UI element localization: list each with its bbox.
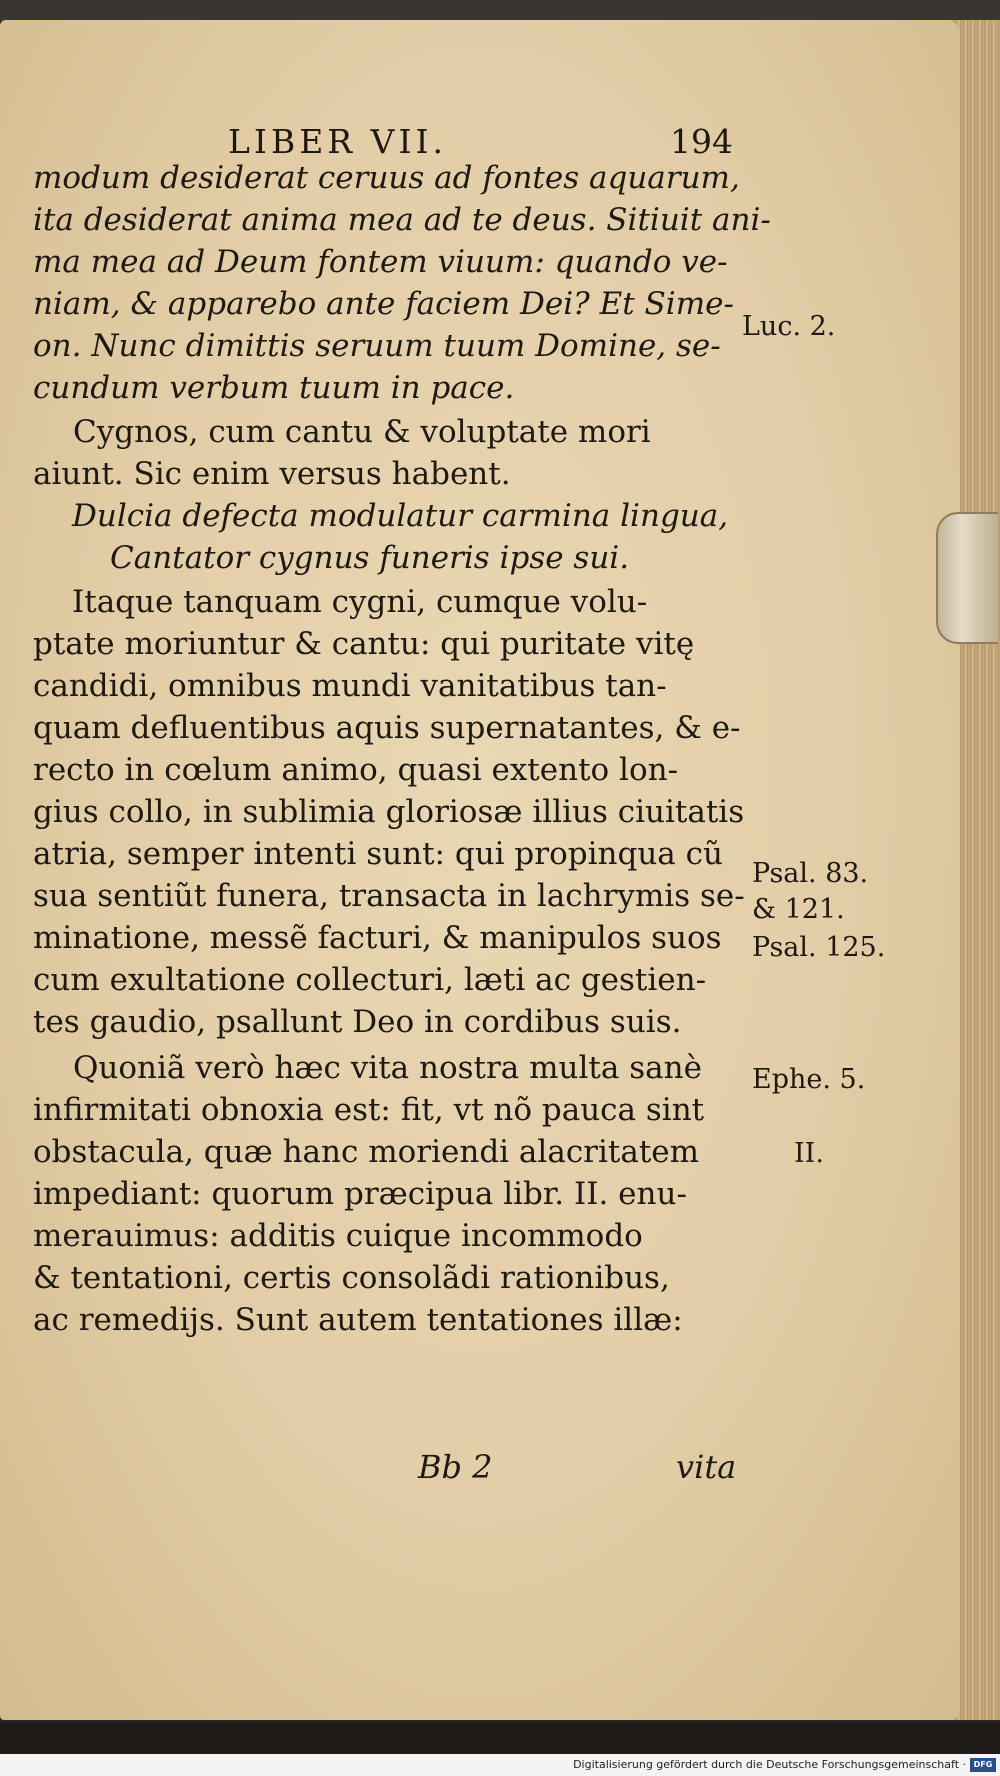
- digitization-credit: Digitalisierung gefördert durch die Deutsche Forschungsgemeinschaft ·: [573, 1758, 966, 1771]
- text-line: quam defluentibus aquis supernatantes, & e-: [33, 710, 741, 746]
- text-line: infirmitati obnoxia est: fit, vt nõ pauca sint: [33, 1092, 705, 1128]
- text-line: impediant: quorum præcipua libr. II. enu-: [33, 1176, 687, 1212]
- running-head: LIBER VII.: [228, 122, 448, 161]
- signature-mark: Bb 2: [418, 1448, 493, 1486]
- text-line: Cygnos, cum cantu & voluptate mori: [73, 414, 651, 450]
- text-line: & tentationi, certis consolãdi rationibus,: [33, 1260, 670, 1296]
- digitization-footer: [0, 1754, 1000, 1776]
- margin-note: Psal. 125.: [752, 932, 886, 963]
- text-line: gius collo, in sublimia gloriosæ illius ciuitatis: [33, 794, 745, 830]
- text-line: cundum verbum tuum in pace.: [33, 370, 515, 406]
- margin-note: Luc. 2.: [742, 311, 836, 342]
- text-line: Itaque tanquam cygni, cumque volu-: [72, 584, 648, 620]
- page-number: 194: [670, 122, 733, 161]
- text-line: aiunt. Sic enim versus habent.: [33, 456, 511, 492]
- margin-note: Psal. 83.: [752, 858, 869, 889]
- text-line: ma mea ad Deum fontem viuum: quando ve-: [33, 244, 728, 280]
- verse-line: Cantator cygnus funeris ipse sui.: [110, 540, 630, 576]
- scan-bottom-band: [0, 1722, 1000, 1754]
- text-line: ac remedijs. Sunt autem tentationes illæ:: [33, 1302, 683, 1338]
- section-number: II.: [794, 1138, 824, 1169]
- scan-top-band: [0, 0, 1000, 22]
- dfg-logo: DFG: [970, 1758, 996, 1772]
- book-clasp: [936, 512, 998, 644]
- margin-note: Ephe. 5.: [752, 1064, 866, 1095]
- text-line: niam, & apparebo ante faciem Dei? Et Sime-: [33, 286, 734, 322]
- text-line: ptate moriuntur & cantu: qui puritate vitę: [33, 626, 695, 662]
- text-line: Quoniã verò hæc vita nostra multa sanè: [73, 1050, 702, 1086]
- text-line: modum desiderat ceruus ad fontes aquarum,: [33, 160, 740, 196]
- text-line: ita desiderat anima mea ad te deus. Sitiuit ani-: [33, 202, 771, 238]
- text-line: merauimus: additis cuique incommodo: [33, 1218, 643, 1254]
- text-line: sua sentiũt funera, transacta in lachrymis se-: [33, 878, 745, 914]
- margin-note: & 121.: [752, 894, 845, 925]
- verse-line: Dulcia defecta modulatur carmina lingua,: [72, 498, 729, 534]
- text-line: candidi, omnibus mundi vanitatibus tan-: [33, 668, 667, 704]
- text-line: obstacula, quæ hanc moriendi alacritatem: [33, 1134, 700, 1170]
- text-line: cum exultatione collecturi, læti ac gestien-: [33, 962, 707, 998]
- catchword: vita: [676, 1448, 737, 1486]
- text-line: on. Nunc dimittis seruum tuum Domine, se-: [33, 328, 721, 364]
- text-line: recto in cœlum animo, quasi extento lon-: [33, 752, 679, 788]
- text-line: minatione, messẽ facturi, & manipulos suos: [33, 920, 722, 956]
- text-line: tes gaudio, psallunt Deo in cordibus suis.: [33, 1004, 682, 1040]
- text-line: atria, semper intenti sunt: qui propinqua cũ: [33, 836, 723, 872]
